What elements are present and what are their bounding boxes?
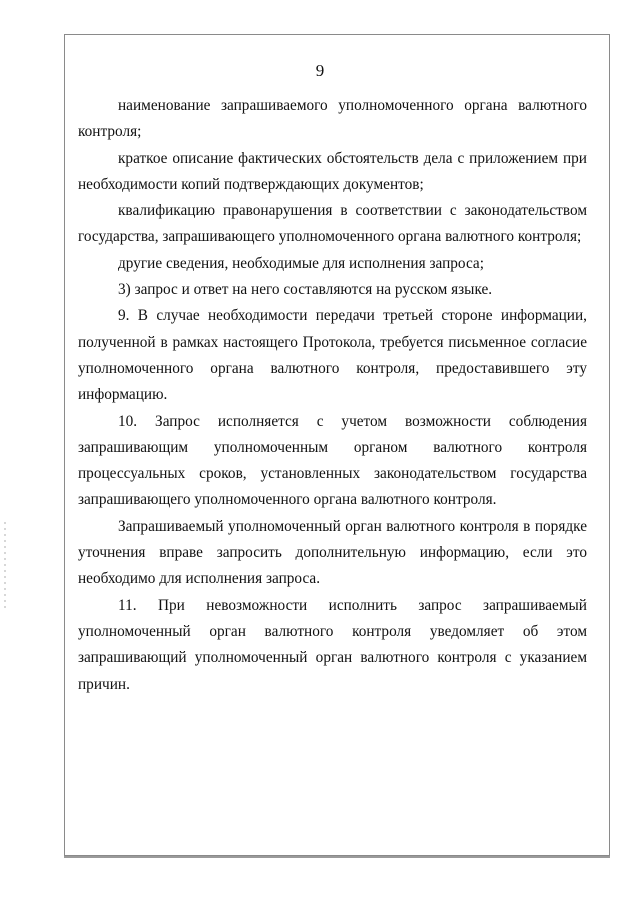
page-number: 9 xyxy=(315,61,325,80)
paragraph: краткое описание фактических обстоятельств дела с приложением при необходимости копий подтверждающих документов; xyxy=(78,149,587,193)
paragraph: наименование запрашиваемого уполномоченного органа валютного контроля; xyxy=(78,97,587,141)
paragraph: 3) запрос и ответ на него составляются на русском языке. xyxy=(118,281,493,299)
paragraph: Запрашиваемый уполномоченный орган валютного контроля в порядке уточнения вправе запросить дополнительную информацию, если это необходимо для исполнения запроса. xyxy=(78,517,587,588)
scan-edge-marks xyxy=(4,520,6,610)
paragraph: другие сведения, необходимые для исполнения запроса; xyxy=(118,254,484,272)
document-body xyxy=(78,93,587,698)
paragraph: квалификацию правонарушения в соответствии с законодательством государства, запрашивающего уполномоченного органа валютного контроля; xyxy=(78,202,587,246)
paragraph: 11. При невозможности исполнить запрос запрашиваемый уполномоченный орган валютного контроля уведомляет об этом запрашивающий уполномоченный орган валютного контроля с указанием причин. xyxy=(78,596,587,693)
paragraph: 10. Запрос исполняется с учетом возможности соблюдения запрашивающим уполномоченным органом валютного контроля процессуальных сроков, установленных законодательством государства запрашивающего уполномоченного органа валютного контроля. xyxy=(78,412,587,509)
paragraph: 9. В случае необходимости передачи третьей стороне информации, полученной в рамках настоящего Протокола, требуется письменное согласие уполномоченного органа валютного контроля, предоставившего эту информацию. xyxy=(78,307,587,404)
